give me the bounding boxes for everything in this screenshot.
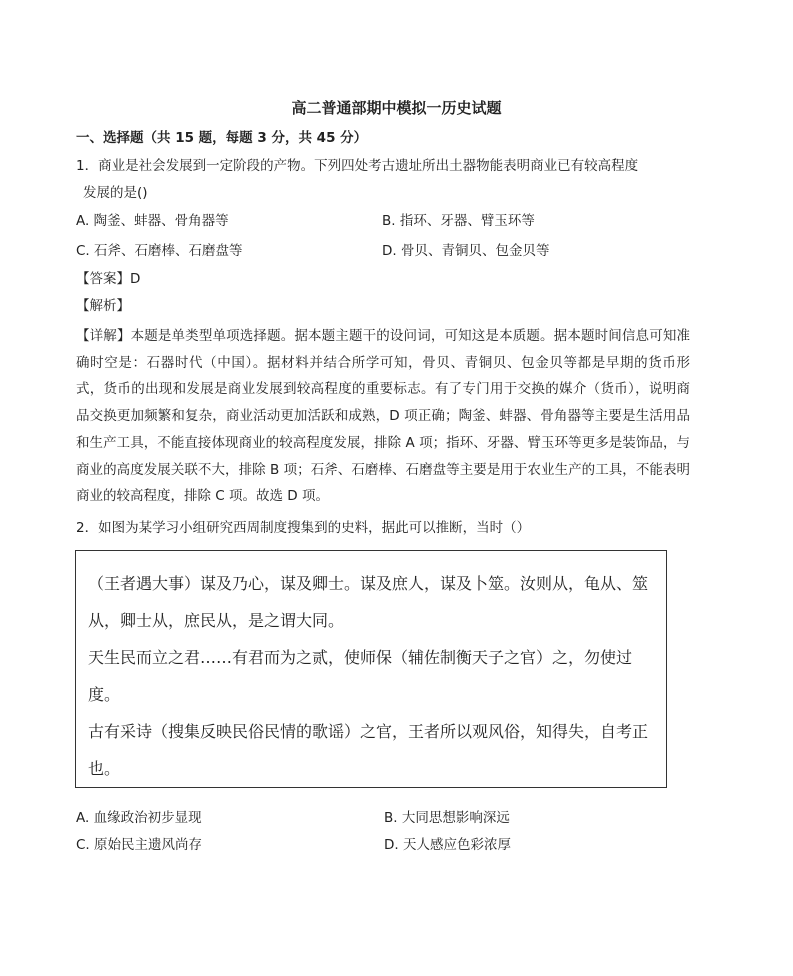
q2-source-box [75,550,667,788]
q2-option-a: A. 血缘政治初步显现 [76,810,202,826]
q2-source-text [88,565,658,787]
q2-source-p3: 古有采诗（搜集反映民俗民情的歌谣）之官，王者所以观风俗，知得失，自考正也。 [88,722,649,778]
q1-stem-line2: 发展的是() [83,185,148,201]
q1-answer: 【答案】D [76,271,141,287]
q2-option-d: D. 天人感应色彩浓厚 [384,837,511,853]
q2-stem: 2．如图为某学习小组研究西周制度搜集到的史料，据此可以推断，当时（） [76,520,531,536]
q1-option-a: A. 陶釜、蚌器、骨角器等 [76,213,229,229]
q1-analysis-label: 【解析】 [76,298,130,314]
q2-source-p2: 天生民而立之君……有君而为之贰，使师保（辅佐制衡天子之官）之，勿使过度。 [88,648,633,704]
q1-option-c: C. 石斧、石磨棒、石磨盘等 [76,243,243,259]
q2-source-p1: （王者遇大事）谋及乃心，谋及卿士。谋及庶人，谋及卜筮。汝则从，龟从、筮从，卿士从，庶民从，是之谓大同。 [88,574,649,630]
q2-option-c: C. 原始民主遗风尚存 [76,837,203,853]
page-title: 高二普通部期中模拟一历史试题 [291,99,502,117]
q1-option-d: D. 骨贝、青铜贝、包金贝等 [382,243,550,259]
q2-option-b: B. 大同思想影响深远 [384,810,510,826]
q1-detail-text: 【详解】本题是单类型单项选择题。据本题主题干的设问词，可知这是本质题。据本题时间信息可知准确时空是：石器时代（中国）。据材料并结合所学可知，骨贝、青铜贝、包金贝等都是早期的货币形式，货币的出现和发展是商业发展到较高程度的重要标志。有了专门用于交换的媒介（货币），说明商品交换更加频繁和复杂，商业活动更加活跃和成熟，D 项正确；陶釜、蚌器、骨角器等主要是生活用品和生产工具，不能直接体现商业的较高程度发展，排除 A 项；指环、牙器、臂玉环等更多是装饰品，与商业的高度发展关联不大，排除 B 项；石斧、石磨棒、石磨盘等主要是用于农业生产的工具，不能表明商业的较高程度，排除 C 项。故选 D 项。 [76,328,690,505]
q1-option-b: B. 指环、牙器、臂玉环等 [382,213,535,229]
q1-stem-line1: 1．商业是社会发展到一定阶段的产物。下列四处考古遗址所出土器物能表明商业已有较高程度 [76,158,639,174]
section-header: 一、选择题（共 15 题，每题 3 分，共 45 分） [76,130,368,146]
q1-detail [76,323,690,510]
